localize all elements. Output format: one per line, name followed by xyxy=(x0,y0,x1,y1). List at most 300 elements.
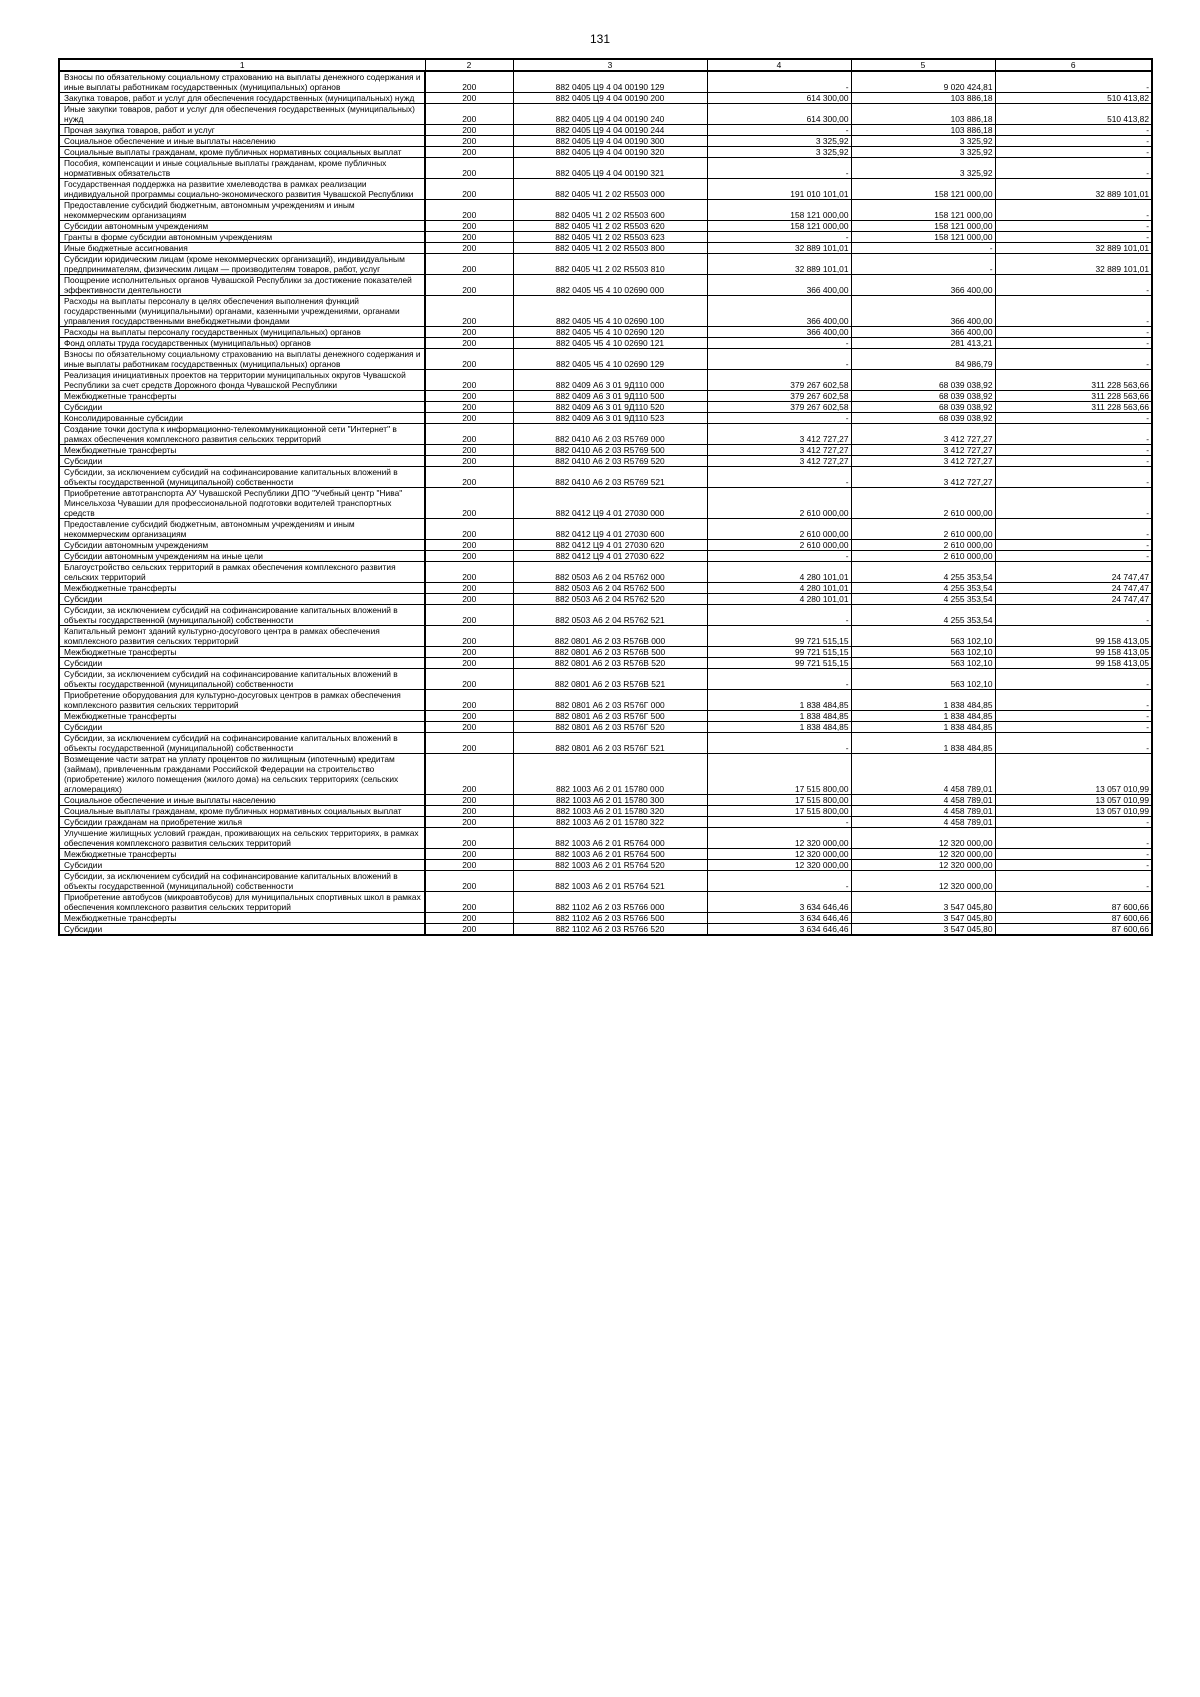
row-executed-amount: - xyxy=(851,243,995,254)
row-budget-classification: 882 0410 А6 2 03 R5769 520 xyxy=(513,456,707,467)
row-executed-amount: 4 458 789,01 xyxy=(851,806,995,817)
row-line-code: 200 xyxy=(425,626,513,647)
table-row xyxy=(59,71,1152,93)
row-approved-amount: 366 400,00 xyxy=(707,296,851,327)
row-executed-amount: 2 610 000,00 xyxy=(851,519,995,540)
row-line-code: 200 xyxy=(425,711,513,722)
row-budget-classification: 882 1102 А6 2 03 R5766 500 xyxy=(513,913,707,924)
row-budget-classification: 882 0405 Ц9 4 04 00190 129 xyxy=(513,71,707,93)
page-number: 131 xyxy=(589,32,611,46)
row-description: Субсидии юридическим лицам (кроме некоммерческих организаций), индивидуальным предпринимателям, физическим лицам — производителям товаров, работ, услуг xyxy=(59,254,425,275)
row-line-code: 200 xyxy=(425,817,513,828)
row-executed-amount: 3 325,92 xyxy=(851,136,995,147)
row-line-code: 200 xyxy=(425,232,513,243)
row-budget-classification: 882 0405 Ч5 4 10 02690 120 xyxy=(513,327,707,338)
row-approved-amount: - xyxy=(707,413,851,424)
table-row xyxy=(59,221,1152,232)
row-approved-amount: - xyxy=(707,338,851,349)
row-remaining-amount: - xyxy=(995,413,1152,424)
row-remaining-amount: - xyxy=(995,275,1152,296)
row-remaining-amount: 13 057 010,99 xyxy=(995,806,1152,817)
row-executed-amount: 12 320 000,00 xyxy=(851,871,995,892)
row-approved-amount: 12 320 000,00 xyxy=(707,849,851,860)
row-remaining-amount: 32 889 101,01 xyxy=(995,254,1152,275)
row-budget-classification: 882 0405 Ч1 2 02 R5503 623 xyxy=(513,232,707,243)
row-approved-amount: 4 280 101,01 xyxy=(707,594,851,605)
row-description: Субсидии xyxy=(59,860,425,871)
row-approved-amount: 3 634 646,46 xyxy=(707,924,851,936)
budget-table xyxy=(58,58,1153,936)
table-row xyxy=(59,445,1152,456)
row-executed-amount: 2 610 000,00 xyxy=(851,540,995,551)
row-line-code: 200 xyxy=(425,221,513,232)
row-line-code: 200 xyxy=(425,136,513,147)
row-description: Социальные выплаты гражданам, кроме публичных нормативных социальных выплат xyxy=(59,806,425,817)
row-approved-amount: - xyxy=(707,669,851,690)
column-header: 6 xyxy=(995,59,1152,71)
row-remaining-amount: - xyxy=(995,467,1152,488)
row-approved-amount: - xyxy=(707,605,851,626)
row-description: Социальное обеспечение и иные выплаты населению xyxy=(59,136,425,147)
table-row xyxy=(59,125,1152,136)
row-remaining-amount: - xyxy=(995,860,1152,871)
row-remaining-amount: - xyxy=(995,605,1152,626)
row-approved-amount: 4 280 101,01 xyxy=(707,583,851,594)
row-remaining-amount: 24 747,47 xyxy=(995,562,1152,583)
column-header: 1 xyxy=(59,59,425,71)
row-remaining-amount: - xyxy=(995,669,1152,690)
row-description: Субсидии xyxy=(59,924,425,936)
row-approved-amount: 2 610 000,00 xyxy=(707,519,851,540)
row-remaining-amount: 13 057 010,99 xyxy=(995,754,1152,795)
row-line-code: 200 xyxy=(425,158,513,179)
row-line-code: 200 xyxy=(425,370,513,391)
row-line-code: 200 xyxy=(425,488,513,519)
row-line-code: 200 xyxy=(425,104,513,125)
row-remaining-amount: - xyxy=(995,71,1152,93)
row-description: Межбюджетные трансферты xyxy=(59,391,425,402)
row-executed-amount: 563 102,10 xyxy=(851,658,995,669)
table-row xyxy=(59,690,1152,711)
table-row xyxy=(59,104,1152,125)
table-row xyxy=(59,722,1152,733)
row-executed-amount: 4 255 353,54 xyxy=(851,562,995,583)
row-executed-amount: 3 547 045,80 xyxy=(851,913,995,924)
table-row xyxy=(59,413,1152,424)
table-row xyxy=(59,402,1152,413)
row-executed-amount: 4 255 353,54 xyxy=(851,594,995,605)
row-remaining-amount: 311 228 563,66 xyxy=(995,391,1152,402)
row-approved-amount: 12 320 000,00 xyxy=(707,860,851,871)
row-executed-amount: 563 102,10 xyxy=(851,626,995,647)
row-line-code: 200 xyxy=(425,179,513,200)
row-remaining-amount: - xyxy=(995,136,1152,147)
row-executed-amount: 68 039 038,92 xyxy=(851,370,995,391)
table-row xyxy=(59,540,1152,551)
row-line-code: 200 xyxy=(425,605,513,626)
row-budget-classification: 882 0409 А6 3 01 9Д110 523 xyxy=(513,413,707,424)
row-description: Создание точки доступа к информационно-телекоммуникационной сети "Интернет" в рамках обеспечения комплексного развития сельских территорий xyxy=(59,424,425,445)
row-budget-classification: 882 1003 А6 2 01 R5764 500 xyxy=(513,849,707,860)
column-header: 3 xyxy=(513,59,707,71)
row-approved-amount: 99 721 515,15 xyxy=(707,626,851,647)
table-row xyxy=(59,892,1152,913)
row-approved-amount: 32 889 101,01 xyxy=(707,243,851,254)
row-approved-amount: 158 121 000,00 xyxy=(707,221,851,232)
row-remaining-amount: 87 600,66 xyxy=(995,913,1152,924)
row-executed-amount: 3 547 045,80 xyxy=(851,892,995,913)
row-line-code: 200 xyxy=(425,658,513,669)
row-executed-amount: 12 320 000,00 xyxy=(851,828,995,849)
row-remaining-amount: - xyxy=(995,221,1152,232)
table-row xyxy=(59,296,1152,327)
row-line-code: 200 xyxy=(425,519,513,540)
row-description: Поощрение исполнительных органов Чувашской Республики за достижение показателей эффективности деятельности xyxy=(59,275,425,296)
row-executed-amount: 4 458 789,01 xyxy=(851,795,995,806)
table-row xyxy=(59,254,1152,275)
table-row xyxy=(59,594,1152,605)
table-row xyxy=(59,456,1152,467)
row-remaining-amount: - xyxy=(995,828,1152,849)
row-approved-amount: 614 300,00 xyxy=(707,104,851,125)
row-line-code: 200 xyxy=(425,147,513,158)
row-remaining-amount: - xyxy=(995,158,1152,179)
row-executed-amount: 3 547 045,80 xyxy=(851,924,995,936)
table-row xyxy=(59,754,1152,795)
row-line-code: 200 xyxy=(425,540,513,551)
row-description: Межбюджетные трансферты xyxy=(59,647,425,658)
row-budget-classification: 882 0405 Ц9 4 04 00190 321 xyxy=(513,158,707,179)
row-budget-classification: 882 0405 Ч1 2 02 R5503 800 xyxy=(513,243,707,254)
row-description: Улучшение жилищных условий граждан, проживающих на сельских территориях, в рамках обеспечения комплексного развития сельских территорий xyxy=(59,828,425,849)
table-row xyxy=(59,93,1152,104)
row-budget-classification: 882 1003 А6 2 01 15780 000 xyxy=(513,754,707,795)
row-budget-classification: 882 0801 А6 2 03 R576В 521 xyxy=(513,669,707,690)
row-remaining-amount: - xyxy=(995,722,1152,733)
row-description: Субсидии гражданам на приобретение жилья xyxy=(59,817,425,828)
row-line-code: 200 xyxy=(425,860,513,871)
row-executed-amount: 563 102,10 xyxy=(851,647,995,658)
row-approved-amount: - xyxy=(707,551,851,562)
row-remaining-amount: - xyxy=(995,733,1152,754)
row-approved-amount: - xyxy=(707,817,851,828)
row-description: Иные бюджетные ассигнования xyxy=(59,243,425,254)
row-executed-amount: 1 838 484,85 xyxy=(851,711,995,722)
row-budget-classification: 882 0801 А6 2 03 R576В 000 xyxy=(513,626,707,647)
row-budget-classification: 882 1102 А6 2 03 R5766 000 xyxy=(513,892,707,913)
row-approved-amount: 366 400,00 xyxy=(707,275,851,296)
row-budget-classification: 882 0410 А6 2 03 R5769 521 xyxy=(513,467,707,488)
table-row xyxy=(59,583,1152,594)
row-approved-amount: - xyxy=(707,733,851,754)
row-executed-amount: 4 458 789,01 xyxy=(851,817,995,828)
row-remaining-amount: - xyxy=(995,871,1152,892)
row-budget-classification: 882 0503 А6 2 04 R5762 000 xyxy=(513,562,707,583)
row-executed-amount: 1 838 484,85 xyxy=(851,722,995,733)
table-row xyxy=(59,370,1152,391)
row-budget-classification: 882 0410 А6 2 03 R5769 000 xyxy=(513,424,707,445)
row-line-code: 200 xyxy=(425,275,513,296)
row-budget-classification: 882 0409 А6 3 01 9Д110 000 xyxy=(513,370,707,391)
row-approved-amount: - xyxy=(707,125,851,136)
row-description: Субсидии xyxy=(59,456,425,467)
row-description: Приобретение автотранспорта АУ Чувашской Республики ДПО "Учебный центр "Нива" Минсельхоза Чувашии для профессиональной подготовки водителей транспортных средств xyxy=(59,488,425,519)
row-approved-amount: 17 515 800,00 xyxy=(707,795,851,806)
table-row xyxy=(59,488,1152,519)
row-approved-amount: 3 634 646,46 xyxy=(707,892,851,913)
table-row xyxy=(59,349,1152,370)
row-executed-amount: 281 413,21 xyxy=(851,338,995,349)
row-budget-classification: 882 0503 А6 2 04 R5762 500 xyxy=(513,583,707,594)
table-row xyxy=(59,669,1152,690)
row-executed-amount: 3 325,92 xyxy=(851,158,995,179)
row-line-code: 200 xyxy=(425,669,513,690)
table-row xyxy=(59,924,1152,936)
table-row xyxy=(59,913,1152,924)
row-line-code: 200 xyxy=(425,327,513,338)
row-description: Субсидии, за исключением субсидий на софинансирование капитальных вложений в объекты государственной (муниципальной) собственности xyxy=(59,871,425,892)
row-description: Взносы по обязательному социальному страхованию на выплаты денежного содержания и иные выплаты работникам государственных (муниципальных) органов xyxy=(59,71,425,93)
row-approved-amount: 379 267 602,58 xyxy=(707,402,851,413)
table-row xyxy=(59,136,1152,147)
row-approved-amount: 99 721 515,15 xyxy=(707,658,851,669)
row-description: Предоставление субсидий бюджетным, автономным учреждениям и иным некоммерческим организациям xyxy=(59,200,425,221)
row-approved-amount: 1 838 484,85 xyxy=(707,711,851,722)
row-description: Предоставление субсидий бюджетным, автономным учреждениям и иным некоммерческим организациям xyxy=(59,519,425,540)
row-executed-amount: 9 020 424,81 xyxy=(851,71,995,93)
row-budget-classification: 882 0409 А6 3 01 9Д110 520 xyxy=(513,402,707,413)
row-description: Государственная поддержка на развитие хмелеводства в рамках реализации индивидуальной программы социально-экономического развития Чувашской Республики xyxy=(59,179,425,200)
row-approved-amount: - xyxy=(707,71,851,93)
row-approved-amount: - xyxy=(707,871,851,892)
row-executed-amount: 158 121 000,00 xyxy=(851,221,995,232)
row-budget-classification: 882 0405 Ч5 4 10 02690 121 xyxy=(513,338,707,349)
row-approved-amount: 1 838 484,85 xyxy=(707,690,851,711)
row-budget-classification: 882 0405 Ч1 2 02 R5503 000 xyxy=(513,179,707,200)
row-executed-amount: 84 986,79 xyxy=(851,349,995,370)
column-header: 4 xyxy=(707,59,851,71)
row-budget-classification: 882 0405 Ч5 4 10 02690 100 xyxy=(513,296,707,327)
row-budget-classification: 882 0405 Ц9 4 04 00190 240 xyxy=(513,104,707,125)
row-remaining-amount: 87 600,66 xyxy=(995,924,1152,936)
row-budget-classification: 882 1003 А6 2 01 15780 300 xyxy=(513,795,707,806)
row-description: Субсидии автономным учреждениям xyxy=(59,540,425,551)
table-row xyxy=(59,871,1152,892)
row-budget-classification: 882 1003 А6 2 01 15780 322 xyxy=(513,817,707,828)
row-remaining-amount: 99 158 413,05 xyxy=(995,658,1152,669)
row-approved-amount: 191 010 101,01 xyxy=(707,179,851,200)
table-row xyxy=(59,179,1152,200)
row-remaining-amount: 510 413,82 xyxy=(995,93,1152,104)
table-row xyxy=(59,817,1152,828)
row-approved-amount: 2 610 000,00 xyxy=(707,488,851,519)
row-line-code: 200 xyxy=(425,402,513,413)
column-header: 5 xyxy=(851,59,995,71)
row-remaining-amount: 87 600,66 xyxy=(995,892,1152,913)
row-description: Расходы на выплаты персоналу государственных (муниципальных) органов xyxy=(59,327,425,338)
row-approved-amount: 3 325,92 xyxy=(707,147,851,158)
row-executed-amount: 103 886,18 xyxy=(851,125,995,136)
table-row xyxy=(59,243,1152,254)
row-budget-classification: 882 0405 Ч5 4 10 02690 129 xyxy=(513,349,707,370)
row-description: Социальные выплаты гражданам, кроме публичных нормативных социальных выплат xyxy=(59,147,425,158)
row-approved-amount: 3 412 727,27 xyxy=(707,456,851,467)
row-description: Межбюджетные трансферты xyxy=(59,913,425,924)
table-row xyxy=(59,711,1152,722)
row-description: Субсидии, за исключением субсидий на софинансирование капитальных вложений в объекты государственной (муниципальной) собственности xyxy=(59,605,425,626)
row-executed-amount: 3 412 727,27 xyxy=(851,424,995,445)
row-description: Иные закупки товаров, работ и услуг для обеспечения государственных (муниципальных) нужд xyxy=(59,104,425,125)
row-line-code: 200 xyxy=(425,892,513,913)
row-budget-classification: 882 0801 А6 2 03 R576Г 520 xyxy=(513,722,707,733)
row-remaining-amount: - xyxy=(995,849,1152,860)
table-row xyxy=(59,562,1152,583)
row-line-code: 200 xyxy=(425,754,513,795)
row-approved-amount: 17 515 800,00 xyxy=(707,806,851,817)
row-executed-amount: 4 458 789,01 xyxy=(851,754,995,795)
row-description: Субсидии, за исключением субсидий на софинансирование капитальных вложений в объекты государственной (муниципальной) собственности xyxy=(59,669,425,690)
row-executed-amount: 158 121 000,00 xyxy=(851,200,995,221)
table-row xyxy=(59,806,1152,817)
table-row xyxy=(59,795,1152,806)
row-description: Благоустройство сельских территорий в рамках обеспечения комплексного развития сельских территорий xyxy=(59,562,425,583)
row-line-code: 200 xyxy=(425,125,513,136)
row-remaining-amount: 24 747,47 xyxy=(995,594,1152,605)
row-remaining-amount: - xyxy=(995,817,1152,828)
row-approved-amount: 4 280 101,01 xyxy=(707,562,851,583)
row-remaining-amount: 311 228 563,66 xyxy=(995,402,1152,413)
row-description: Межбюджетные трансферты xyxy=(59,849,425,860)
table-row xyxy=(59,849,1152,860)
table-row xyxy=(59,338,1152,349)
row-remaining-amount: 32 889 101,01 xyxy=(995,243,1152,254)
row-executed-amount: 4 255 353,54 xyxy=(851,583,995,594)
row-description: Пособия, компенсации и иные социальные выплаты гражданам, кроме публичных нормативных обязательств xyxy=(59,158,425,179)
row-description: Консолидированные субсидии xyxy=(59,413,425,424)
row-line-code: 200 xyxy=(425,551,513,562)
row-description: Капитальный ремонт зданий культурно-досугового центра в рамках обеспечения комплексного развития сельских территорий xyxy=(59,626,425,647)
row-remaining-amount: - xyxy=(995,296,1152,327)
table-row xyxy=(59,626,1152,647)
row-budget-classification: 882 0409 А6 3 01 9Д110 500 xyxy=(513,391,707,402)
row-remaining-amount: 99 158 413,05 xyxy=(995,626,1152,647)
row-remaining-amount: - xyxy=(995,125,1152,136)
table-row xyxy=(59,828,1152,849)
row-remaining-amount: - xyxy=(995,488,1152,519)
row-executed-amount: 2 610 000,00 xyxy=(851,551,995,562)
row-line-code: 200 xyxy=(425,200,513,221)
row-budget-classification: 882 0412 Ц9 4 01 27030 620 xyxy=(513,540,707,551)
row-description: Фонд оплаты труда государственных (муниципальных) органов xyxy=(59,338,425,349)
row-executed-amount: 68 039 038,92 xyxy=(851,402,995,413)
row-executed-amount: 366 400,00 xyxy=(851,296,995,327)
row-executed-amount: 3 412 727,27 xyxy=(851,456,995,467)
row-remaining-amount: 311 228 563,66 xyxy=(995,370,1152,391)
row-description: Субсидии xyxy=(59,594,425,605)
row-approved-amount: 3 325,92 xyxy=(707,136,851,147)
row-budget-classification: 882 0405 Ц9 4 04 00190 200 xyxy=(513,93,707,104)
row-description: Расходы на выплаты персоналу в целях обеспечения выполнения функций государственными (муниципальными) органами, казенными учреждениями, органами управления государственными внебюджетными фондами xyxy=(59,296,425,327)
row-description: Реализация инициативных проектов на территории муниципальных округов Чувашской Республики за счет средств Дорожного фонда Чувашской Республики xyxy=(59,370,425,391)
row-budget-classification: 882 1003 А6 2 01 R5764 521 xyxy=(513,871,707,892)
row-remaining-amount: - xyxy=(995,200,1152,221)
row-executed-amount: 1 838 484,85 xyxy=(851,733,995,754)
row-line-code: 200 xyxy=(425,71,513,93)
row-remaining-amount: - xyxy=(995,338,1152,349)
row-description: Приобретение автобусов (микроавтобусов) для муниципальных спортивных школ в рамках обеспечения комплексного развития сельских территорий xyxy=(59,892,425,913)
row-executed-amount: 4 255 353,54 xyxy=(851,605,995,626)
row-line-code: 200 xyxy=(425,296,513,327)
row-description: Субсидии автономным учреждениям xyxy=(59,221,425,232)
table-row xyxy=(59,424,1152,445)
row-description: Межбюджетные трансферты xyxy=(59,583,425,594)
row-line-code: 200 xyxy=(425,583,513,594)
row-approved-amount: 379 267 602,58 xyxy=(707,370,851,391)
row-line-code: 200 xyxy=(425,424,513,445)
table-row xyxy=(59,467,1152,488)
table-row xyxy=(59,733,1152,754)
row-approved-amount: 3 412 727,27 xyxy=(707,445,851,456)
row-approved-amount: 99 721 515,15 xyxy=(707,647,851,658)
row-budget-classification: 882 0801 А6 2 03 R576Г 521 xyxy=(513,733,707,754)
row-budget-classification: 882 0412 Ц9 4 01 27030 622 xyxy=(513,551,707,562)
row-line-code: 200 xyxy=(425,93,513,104)
row-description: Возмещение части затрат на уплату процентов по жилищным (ипотечным) кредитам (займам), привлеченным гражданами Российской Федерации на строительство (приобретение) жилого помещения (жилого дома) на сельских территориях (сельских агломерациях) xyxy=(59,754,425,795)
row-line-code: 200 xyxy=(425,456,513,467)
row-line-code: 200 xyxy=(425,445,513,456)
row-approved-amount: 1 838 484,85 xyxy=(707,722,851,733)
row-description: Гранты в форме субсидии автономным учреждениям xyxy=(59,232,425,243)
row-executed-amount: 366 400,00 xyxy=(851,275,995,296)
row-line-code: 200 xyxy=(425,254,513,275)
row-budget-classification: 882 1003 А6 2 01 R5764 000 xyxy=(513,828,707,849)
row-approved-amount: 158 121 000,00 xyxy=(707,200,851,221)
row-budget-classification: 882 0405 Ч1 2 02 R5503 620 xyxy=(513,221,707,232)
row-description: Субсидии xyxy=(59,722,425,733)
row-description: Субсидии xyxy=(59,402,425,413)
row-budget-classification: 882 1003 А6 2 01 R5764 520 xyxy=(513,860,707,871)
row-description: Субсидии, за исключением субсидий на софинансирование капитальных вложений в объекты государственной (муниципальной) собственности xyxy=(59,733,425,754)
row-line-code: 200 xyxy=(425,338,513,349)
row-budget-classification: 882 0405 Ц9 4 04 00190 320 xyxy=(513,147,707,158)
row-budget-classification: 882 0405 Ц9 4 04 00190 300 xyxy=(513,136,707,147)
row-line-code: 200 xyxy=(425,413,513,424)
row-approved-amount: 12 320 000,00 xyxy=(707,828,851,849)
row-remaining-amount: - xyxy=(995,349,1152,370)
row-budget-classification: 882 0801 А6 2 03 R576Г 500 xyxy=(513,711,707,722)
row-remaining-amount: - xyxy=(995,424,1152,445)
row-remaining-amount: - xyxy=(995,690,1152,711)
row-approved-amount: - xyxy=(707,349,851,370)
row-executed-amount: 12 320 000,00 xyxy=(851,860,995,871)
row-approved-amount: 614 300,00 xyxy=(707,93,851,104)
row-approved-amount: 379 267 602,58 xyxy=(707,391,851,402)
row-remaining-amount: 510 413,82 xyxy=(995,104,1152,125)
row-budget-classification: 882 0801 А6 2 03 R576В 520 xyxy=(513,658,707,669)
table-row xyxy=(59,275,1152,296)
row-description: Закупка товаров, работ и услуг для обеспечения государственных (муниципальных) нужд xyxy=(59,93,425,104)
row-remaining-amount: - xyxy=(995,445,1152,456)
row-executed-amount: 158 121 000,00 xyxy=(851,232,995,243)
row-remaining-amount: - xyxy=(995,711,1152,722)
row-description: Взносы по обязательному социальному страхованию на выплаты денежного содержания и иные выплаты работникам государственных (муниципальных) органов xyxy=(59,349,425,370)
row-executed-amount: 563 102,10 xyxy=(851,669,995,690)
row-description: Социальное обеспечение и иные выплаты населению xyxy=(59,795,425,806)
row-line-code: 200 xyxy=(425,733,513,754)
table-row xyxy=(59,200,1152,221)
table-row xyxy=(59,519,1152,540)
row-remaining-amount: - xyxy=(995,540,1152,551)
